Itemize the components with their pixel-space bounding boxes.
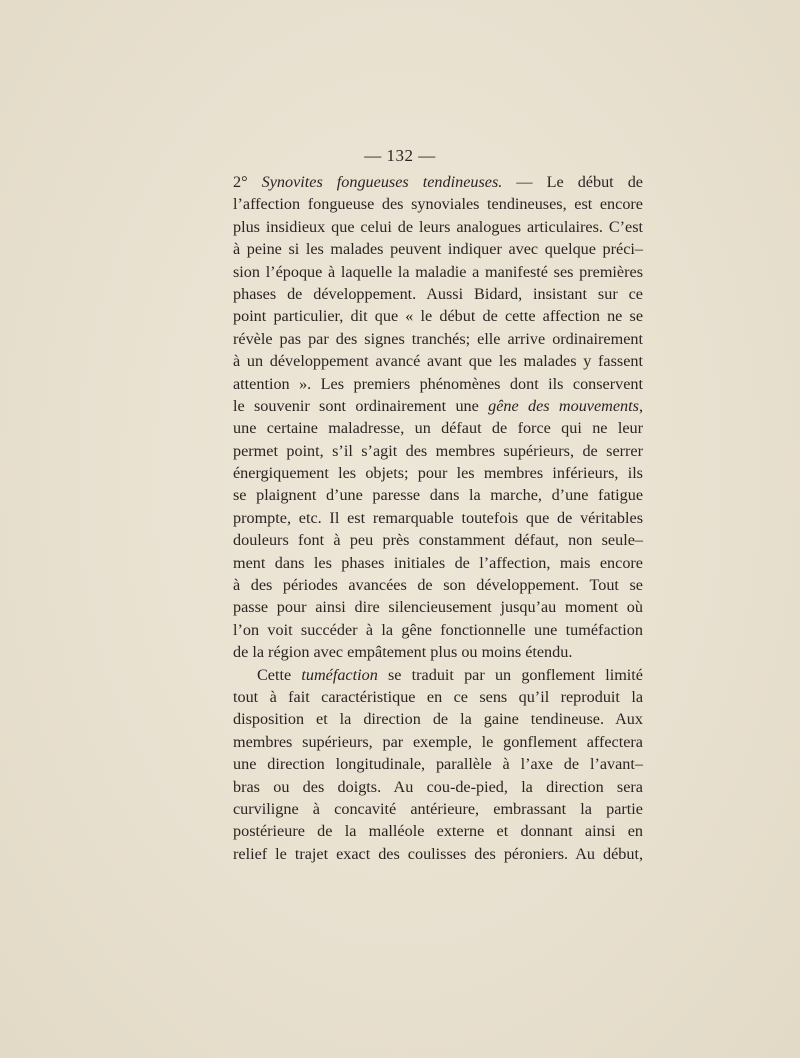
text-line xyxy=(233,798,643,820)
text-span: révèle pas par des signes tranchés; elle arrive ordinairement xyxy=(233,329,643,348)
text-line xyxy=(233,440,643,462)
text-line xyxy=(233,462,643,484)
text-line xyxy=(233,171,643,193)
text-span: ment dans les phases initiales de l’affection, mais encore xyxy=(233,553,643,572)
text-span: curviligne à concavité antérieure, embrassant la partie xyxy=(233,799,643,818)
text-line xyxy=(233,574,643,596)
text-span: l’affection fongueuse des synoviales tendineuses, est encore xyxy=(233,195,643,214)
text-span: à peine si les malades peuvent indiquer avec quelque préci– xyxy=(233,240,643,259)
text-line xyxy=(233,238,643,260)
text-line xyxy=(233,283,643,305)
text-line xyxy=(233,843,643,865)
text-line xyxy=(233,753,643,775)
text-span: phases de développement. Aussi Bidard, insistant sur ce xyxy=(233,284,643,303)
text-line xyxy=(233,373,643,395)
text-span: l’on voit succéder à la gêne fonctionnelle une tuméfaction xyxy=(233,620,643,639)
text-span: Cette xyxy=(257,665,302,684)
text-line xyxy=(233,776,643,798)
text-line xyxy=(233,395,643,417)
text-line xyxy=(233,641,643,663)
text-line xyxy=(233,731,643,753)
text-span: passe pour ainsi dire silencieusement jusqu’au moment où xyxy=(233,598,643,617)
text-span: disposition et la direction de la gaine tendineuse. Aux xyxy=(233,710,643,729)
italic-text: Synovites fongueuses tendineuses. xyxy=(261,173,503,191)
text-span: le souvenir sont ordinairement une xyxy=(233,396,489,415)
text-line xyxy=(233,820,643,842)
text-line xyxy=(233,507,643,529)
text-span: permet point, s’il s’agit des membres supérieurs, de serrer xyxy=(233,441,643,460)
text-line xyxy=(233,686,643,708)
text-span: sion l’époque à laquelle la maladie a manifesté ses premières xyxy=(233,262,643,281)
text-line xyxy=(233,529,643,551)
text-line xyxy=(233,350,643,372)
italic-text: gêne des mouvements xyxy=(488,396,639,415)
text-span: postérieure de la malléole externe et donnant ainsi en xyxy=(233,822,643,841)
text-line xyxy=(233,328,643,350)
text-span: à des périodes avancées de son développement. Tout se xyxy=(233,576,643,595)
text-span: énergiquement les objets; pour les membres inférieurs, ils xyxy=(233,464,643,483)
text-span: attention ». Les premiers phénomènes dont ils conservent xyxy=(233,374,643,393)
text-span: point particulier, dit que « le début de cette affection ne se xyxy=(233,307,643,326)
text-line xyxy=(233,552,643,574)
text-line xyxy=(233,664,643,686)
text-line xyxy=(233,417,643,439)
text-span: bras ou des doigts. Au cou-de-pied, la direction sera xyxy=(233,777,643,796)
page-number: — 132 — xyxy=(364,146,436,165)
text-line xyxy=(233,484,643,506)
text-span: une certaine maladresse, un défaut de force qui ne leur xyxy=(233,419,643,438)
text-span: membres supérieurs, par exemple, le gonflement affectera xyxy=(233,732,643,751)
text-line xyxy=(233,619,643,641)
text-span: une direction longitudinale, parallèle à l’axe de l’avant– xyxy=(233,755,643,774)
italic-text: tuméfaction xyxy=(301,665,378,684)
text-span: douleurs font à peu près constamment défaut, non seule– xyxy=(233,531,643,550)
text-span: à un développement avancé avant que les malades y fassent xyxy=(233,352,643,371)
text-span: se plaignent d’une paresse dans la marche, d’une fatigue xyxy=(233,486,643,505)
text-span: plus insidieux que celui de leurs analogues articulaires. C’est xyxy=(233,217,643,236)
text-span: se traduit par un gonflement limité xyxy=(377,665,643,684)
text-span: relief le trajet exact des coulisses des péroniers. Au début, xyxy=(233,844,643,863)
text-span: — Le début de xyxy=(502,173,643,191)
text-span: , xyxy=(638,396,643,415)
text-span: prompte, etc. Il est remarquable toutefois que de véritables xyxy=(233,508,643,527)
body-text xyxy=(233,171,643,865)
text-line xyxy=(233,261,643,283)
text-span: tout à fait caractéristique en ce sens qu’il reproduit la xyxy=(233,687,643,706)
text-span: 2° xyxy=(233,173,262,191)
text-line xyxy=(233,193,643,215)
text-line xyxy=(233,708,643,730)
text-line xyxy=(233,305,643,327)
text-span: de la région avec empâtement plus ou moins étendu. xyxy=(233,643,573,662)
text-line xyxy=(233,596,643,618)
text-line xyxy=(233,216,643,238)
